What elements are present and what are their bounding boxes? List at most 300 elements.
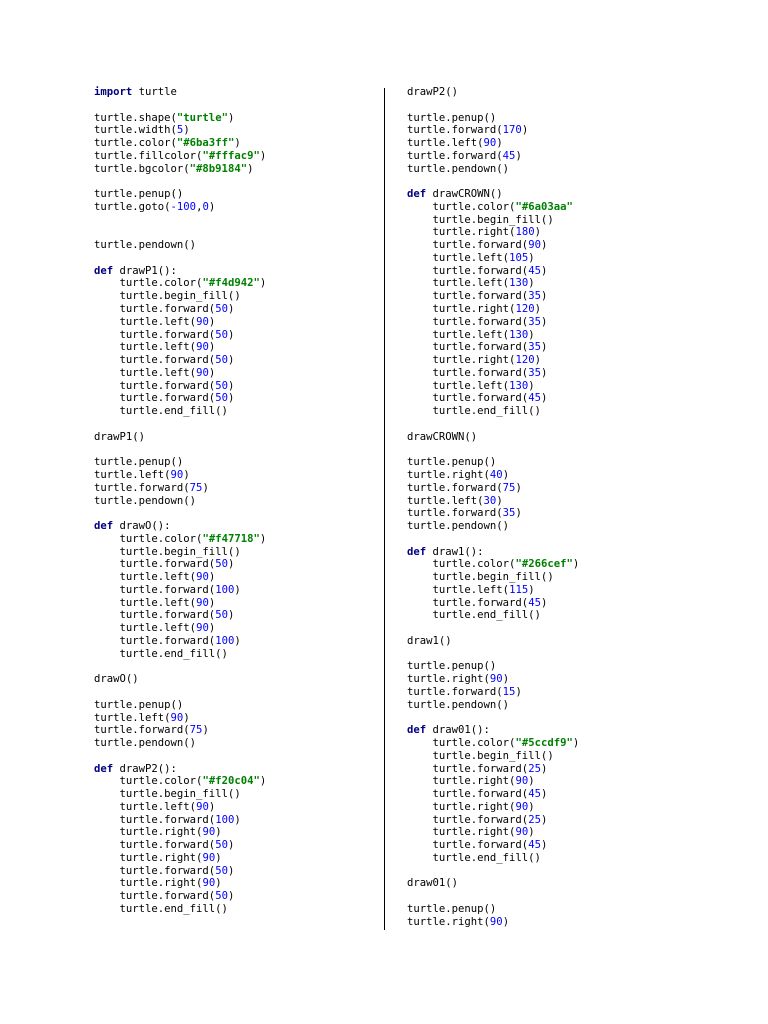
code-line [94, 801, 266, 814]
code-text: ) [528, 328, 535, 341]
code-text: turtle.end_fill() [407, 609, 541, 622]
code-text: ) [540, 813, 548, 826]
code-number: 75 [189, 724, 203, 737]
code-number: 130 [509, 379, 529, 392]
code-text: ) [227, 558, 235, 571]
code-text: turtle.right( [407, 303, 516, 316]
code-line [94, 546, 266, 559]
code-line [407, 175, 579, 188]
code-number: 75 [502, 481, 516, 494]
code-line [94, 367, 266, 380]
code-text: ) [540, 762, 548, 775]
code-text: turtle.pendown() [407, 698, 510, 711]
code-text: ) [534, 226, 541, 239]
code-text: ) [227, 392, 235, 405]
code-line [407, 418, 579, 431]
code-line [407, 826, 579, 839]
code-number: 90 [202, 851, 216, 864]
code-number: 50 [215, 354, 228, 367]
code-text: turtle.pendown() [407, 520, 510, 533]
code-line [407, 456, 579, 469]
code-text: turtle.forward( [94, 890, 216, 903]
code-text: ) [540, 366, 548, 379]
code-text: turtle.color( [94, 277, 203, 290]
code-line [407, 673, 579, 686]
code-line [94, 903, 266, 916]
code-text: turtle.left( [94, 315, 197, 328]
code-text: ) [502, 915, 510, 928]
code-line [407, 597, 579, 610]
code-text: turtle.forward( [94, 583, 216, 596]
code-text: ) [215, 851, 222, 864]
code-number: 120 [515, 303, 535, 316]
code-text: ) [540, 290, 548, 303]
code-line [94, 597, 266, 610]
code-line [94, 277, 266, 290]
code-line [407, 814, 579, 827]
code-text: ) [540, 341, 548, 354]
code-text: ) [227, 354, 235, 367]
code-text: ) [528, 277, 535, 290]
code-number: 90 [196, 596, 209, 609]
code-line [407, 265, 579, 278]
code-number: 90 [196, 800, 209, 813]
code-text: ) [227, 609, 235, 622]
code-text: turtle.penup() [94, 698, 184, 711]
code-line [94, 214, 266, 227]
code-text: turtle.forward( [407, 596, 529, 609]
code-keyword: def [94, 762, 114, 775]
code-text: drawP2(): [113, 762, 177, 775]
code-text: turtle.end_fill() [407, 405, 541, 418]
code-text: ) [540, 839, 548, 852]
code-line [407, 584, 579, 597]
code-line [407, 533, 579, 546]
code-text: turtle.left( [407, 277, 510, 290]
code-text: turtle.color( [407, 558, 516, 571]
code-text: ) [183, 124, 190, 137]
code-line [94, 699, 266, 712]
code-text: ) [528, 800, 535, 813]
code-text: turtle.left( [407, 379, 510, 392]
code-text: turtle.right( [407, 800, 516, 813]
code-number: 35 [528, 341, 541, 354]
code-number: 90 [196, 622, 209, 635]
code-line [94, 648, 266, 661]
code-line [94, 86, 266, 99]
code-text: turtle.right( [94, 877, 203, 890]
code-text: ) [534, 303, 541, 316]
code-number: 90 [489, 915, 503, 928]
code-number: 90 [170, 468, 184, 481]
code-line [407, 699, 579, 712]
code-line [407, 865, 579, 878]
code-text: turtle.begin_fill() [407, 213, 554, 226]
code-number: 35 [528, 366, 541, 379]
code-text: turtle.end_fill() [94, 405, 228, 418]
code-text: turtle.penup() [94, 456, 184, 469]
code-line [94, 482, 266, 495]
code-text: turtle.left( [94, 800, 197, 813]
code-line [407, 877, 579, 890]
code-text: ) [208, 622, 216, 635]
code-line [407, 290, 579, 303]
code-text: turtle.fillcolor( [94, 149, 203, 162]
code-line [407, 775, 579, 788]
code-line [94, 137, 266, 150]
code-line [407, 737, 579, 750]
code-text: ) [227, 379, 235, 392]
code-text: , [196, 200, 203, 213]
code-text: turtle.color( [407, 737, 516, 750]
code-line [94, 660, 266, 673]
code-text: turtle.forward( [407, 366, 529, 379]
code-line [94, 456, 266, 469]
code-number: 45 [528, 788, 541, 801]
code-text: turtle.right( [407, 226, 516, 239]
code-text: turtle.pendown() [94, 239, 197, 252]
code-text: draw1(): [426, 545, 484, 558]
code-text: turtle.forward( [407, 315, 529, 328]
code-text: turtle.forward( [94, 303, 216, 316]
code-text: turtle.forward( [407, 839, 529, 852]
code-text: drawCROWN() [407, 430, 478, 443]
code-line [94, 584, 266, 597]
code-text: drawO(): [113, 520, 171, 533]
code-number: 45 [528, 596, 541, 609]
code-text: ) [208, 596, 216, 609]
code-number: 40 [489, 468, 503, 481]
code-text: ) [515, 481, 522, 494]
code-text: ) [208, 571, 216, 584]
code-text: ) [208, 200, 216, 213]
code-number: 25 [528, 813, 541, 826]
code-string: "#8b9184" [189, 162, 248, 175]
code-line [94, 290, 266, 303]
code-text: turtle.begin_fill() [407, 571, 554, 584]
code-text: ) [496, 494, 503, 507]
code-text: turtle.left( [407, 583, 510, 596]
code-text: ) [208, 366, 216, 379]
code-keyword: def [94, 520, 114, 533]
code-line [407, 252, 579, 265]
code-number: 50 [215, 328, 228, 341]
code-line [94, 635, 266, 648]
code-number: 100 [215, 634, 235, 647]
column-divider [384, 88, 385, 930]
code-number: 30 [483, 494, 497, 507]
code-number: 35 [528, 290, 541, 303]
code-text: draw1() [407, 634, 452, 647]
code-text: ) [540, 315, 548, 328]
code-line [94, 826, 266, 839]
code-text: turtle.width( [94, 124, 177, 137]
code-text: turtle.end_fill() [94, 903, 228, 915]
code-number: 90 [515, 826, 529, 839]
code-text: turtle.forward( [94, 558, 216, 571]
code-text: drawP1(): [113, 264, 177, 277]
code-text: turtle.right( [407, 775, 516, 788]
code-number: 90 [170, 711, 184, 724]
code-number: 120 [515, 354, 535, 367]
code-text: ) [528, 379, 535, 392]
code-text: turtle.right( [407, 915, 490, 928]
code-number: 90 [196, 366, 209, 379]
code-text: drawP1() [94, 430, 146, 443]
code-text: turtle.forward( [407, 239, 529, 252]
code-text: ) [502, 673, 510, 686]
code-line [407, 558, 579, 571]
code-text: ) [234, 813, 241, 826]
code-line [407, 443, 579, 456]
code-number: 50 [215, 558, 228, 571]
code-text: ) [496, 137, 503, 150]
code-text: ) [534, 354, 541, 367]
code-line [94, 814, 266, 827]
code-text: ) [540, 788, 548, 801]
code-number: 90 [515, 775, 529, 788]
code-text: turtle.forward( [94, 609, 216, 622]
code-line [407, 354, 579, 367]
code-text: ) [227, 111, 235, 124]
code-line [407, 903, 579, 916]
code-line [94, 622, 266, 635]
code-line [94, 431, 266, 444]
code-number: 50 [215, 392, 228, 405]
code-text: turtle.left( [94, 596, 197, 609]
code-line [407, 852, 579, 865]
code-text: ) [540, 264, 548, 277]
code-line [94, 571, 266, 584]
code-line [94, 329, 266, 342]
code-text: ) [259, 149, 267, 162]
code-number: 130 [509, 328, 529, 341]
code-text: turtle.penup() [407, 111, 497, 124]
code-string: "#fffac9" [202, 149, 260, 162]
code-text: ) [247, 162, 254, 175]
code-text: turtle.forward( [407, 124, 503, 137]
code-text: turtle.left( [94, 341, 197, 354]
code-text: turtle.forward( [407, 788, 529, 801]
code-number: 90 [489, 673, 503, 686]
code-line [94, 788, 266, 801]
code-text: ) [227, 839, 235, 852]
code-number: 130 [509, 277, 529, 290]
code-text: turtle.left( [407, 137, 484, 150]
code-text: turtle.forward( [407, 149, 503, 162]
code-number: 75 [189, 481, 203, 494]
code-line [407, 201, 579, 214]
code-line [407, 239, 579, 252]
code-number: 5 [176, 124, 184, 137]
code-text: turtle.forward( [407, 685, 503, 698]
code-line [94, 877, 266, 890]
code-line [94, 124, 266, 137]
code-string: "#f20c04" [202, 775, 260, 788]
code-number: 90 [515, 800, 529, 813]
code-line [94, 175, 266, 188]
code-line [94, 163, 266, 176]
code-number: 45 [528, 392, 541, 405]
code-text: turtle.right( [94, 851, 203, 864]
code-string: "turtle" [176, 111, 228, 124]
code-line [94, 354, 266, 367]
code-number: 15 [502, 685, 516, 698]
code-line [94, 265, 266, 278]
code-number: 45 [528, 839, 541, 852]
code-line [407, 546, 579, 559]
code-number: 45 [528, 264, 541, 277]
code-string: "#6ba3ff" [176, 137, 235, 150]
code-line [94, 188, 266, 201]
code-text: ) [227, 864, 235, 877]
code-text: ) [208, 800, 216, 813]
code-line [94, 750, 266, 763]
code-number: 50 [215, 890, 228, 903]
code-line [94, 418, 266, 431]
code-text: ) [528, 826, 535, 839]
code-text: turtle.color( [94, 532, 203, 545]
code-text: ) [540, 392, 548, 405]
code-line [407, 648, 579, 661]
code-number: 100 [215, 583, 235, 596]
code-number: 100 [215, 813, 235, 826]
code-text: turtle.penup() [407, 660, 497, 673]
code-text: turtle.begin_fill() [94, 788, 241, 801]
code-line [407, 112, 579, 125]
code-line [407, 316, 579, 329]
code-text: turtle.color( [407, 200, 516, 213]
code-text: turtle.forward( [407, 392, 529, 405]
code-text: ) [521, 124, 529, 137]
code-line [94, 252, 266, 265]
code-text: turtle.forward( [94, 328, 216, 341]
code-line [94, 520, 266, 533]
code-text: turtle.forward( [407, 264, 529, 277]
code-line [407, 380, 579, 393]
code-text: drawCROWN() [426, 188, 503, 201]
code-line [94, 507, 266, 520]
code-text: ) [540, 596, 548, 609]
code-text: turtle.begin_fill() [94, 290, 241, 303]
code-text: turtle.pendown() [94, 494, 197, 507]
code-string: "#6a03aa" [515, 200, 573, 213]
code-line [407, 214, 579, 227]
code-line [407, 801, 579, 814]
code-text: drawP2() [407, 86, 459, 98]
code-text: turtle.forward( [94, 724, 190, 737]
code-text: turtle.right( [407, 468, 490, 481]
code-line [407, 277, 579, 290]
code-text: turtle.color( [94, 775, 203, 788]
code-line [94, 392, 266, 405]
code-number: 90 [196, 341, 209, 354]
code-number: 50 [215, 839, 228, 852]
code-line [94, 712, 266, 725]
code-number: 170 [502, 124, 522, 137]
code-text: turtle.end_fill() [94, 647, 228, 660]
code-text: ) [227, 328, 235, 341]
code-line [407, 469, 579, 482]
code-text: ) [215, 826, 222, 839]
code-text: ) [572, 558, 580, 571]
code-text: turtle.shape( [94, 111, 177, 124]
code-line [94, 380, 266, 393]
code-line [94, 686, 266, 699]
code-text: ) [540, 239, 548, 252]
code-line [407, 431, 579, 444]
code-line [407, 788, 579, 801]
code-number: 50 [215, 864, 228, 877]
code-text: ) [528, 583, 535, 596]
code-line [407, 571, 579, 584]
code-text: ) [183, 468, 190, 481]
code-text: ) [227, 890, 235, 903]
code-line [407, 163, 579, 176]
code-text: turtle.forward( [407, 481, 503, 494]
code-line [407, 329, 579, 342]
code-text: turtle.forward( [94, 813, 216, 826]
code-line [407, 890, 579, 903]
code-text: turtle.forward( [94, 379, 216, 392]
code-number: -100 [170, 200, 197, 213]
code-line [94, 303, 266, 316]
code-text: draw01() [407, 877, 459, 890]
code-text: turtle.pendown() [94, 737, 197, 750]
code-keyword: def [94, 264, 114, 277]
code-number: 50 [215, 379, 228, 392]
code-text: turtle.begin_fill() [94, 545, 241, 558]
code-text: turtle.left( [407, 251, 510, 264]
code-text: turtle.left( [407, 328, 510, 341]
code-text: ) [208, 315, 216, 328]
code-text: turtle.bgcolor( [94, 162, 190, 175]
code-line [94, 673, 266, 686]
code-number: 90 [196, 315, 209, 328]
code-text: turtle.left( [94, 571, 197, 584]
code-number: 35 [502, 507, 516, 520]
code-line [407, 750, 579, 763]
code-text: turtle.forward( [407, 290, 529, 303]
code-line [407, 635, 579, 648]
code-line [94, 839, 266, 852]
code-line [94, 239, 266, 252]
code-number: 0 [202, 200, 209, 213]
code-number: 25 [528, 762, 541, 775]
code-text: turtle.forward( [94, 864, 216, 877]
code-line [407, 124, 579, 137]
code-line [407, 712, 579, 725]
code-text: ) [528, 775, 535, 788]
code-line [94, 737, 266, 750]
code-line [94, 226, 266, 239]
code-line [407, 86, 579, 99]
code-number: 90 [202, 877, 216, 890]
code-line [407, 724, 579, 737]
code-line [407, 137, 579, 150]
code-text: turtle.penup() [94, 188, 184, 201]
code-text: ) [227, 303, 235, 316]
code-line [94, 558, 266, 571]
code-line [94, 469, 266, 482]
code-line [407, 520, 579, 533]
code-line [94, 865, 266, 878]
code-line [407, 507, 579, 520]
code-string: "#266cef" [515, 558, 573, 571]
code-line [94, 852, 266, 865]
code-text: turtle.right( [407, 826, 516, 839]
code-keyword: def [407, 188, 427, 201]
